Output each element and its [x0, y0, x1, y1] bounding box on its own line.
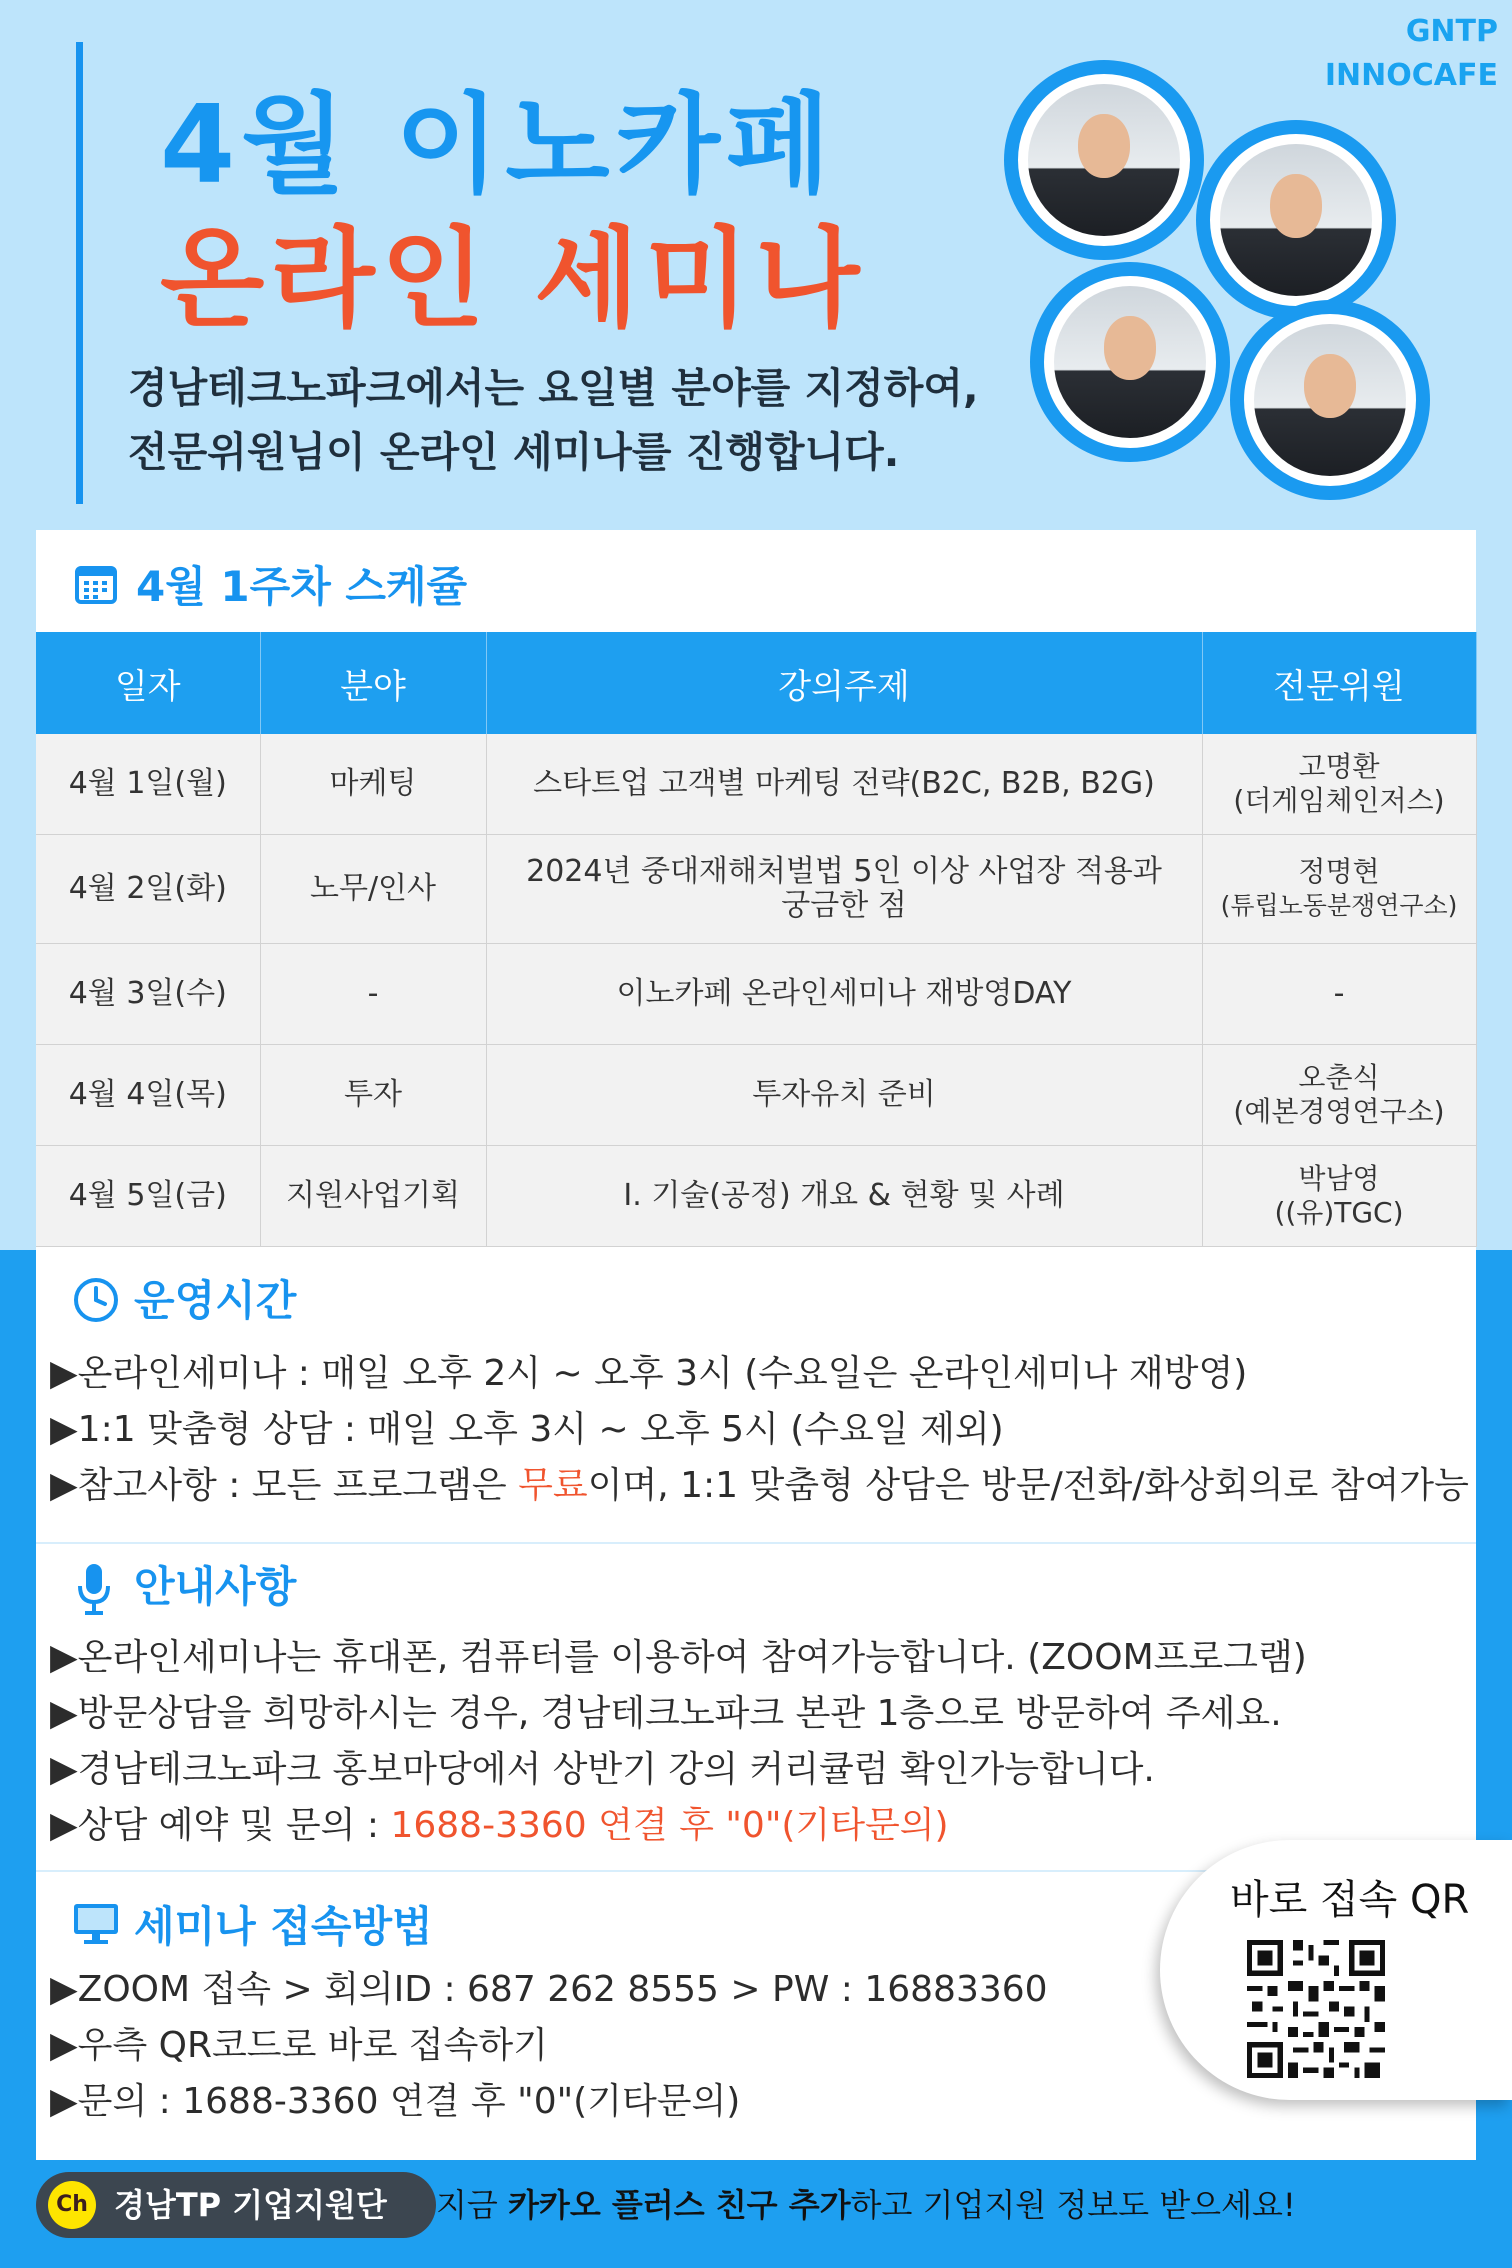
page-title-line1: 4월 이노카페 [160, 83, 837, 208]
schedule-heading [74, 554, 467, 614]
expert-name: 정명현 [1298, 855, 1380, 888]
list-item: ▶1:1 맞춤형 상담 : 매일 오후 3시 ~ 오후 5시 (수요일 제외) [50, 1409, 1004, 1450]
topic-line: 2024년 중대재해처벌법 5인 이상 사업장 적용과 [526, 854, 1162, 889]
kakao-channel-icon: Ch [48, 2181, 96, 2229]
list-item: ▶방문상담을 희망하시는 경우, 경남테크노파크 본관 1층으로 방문하여 주세요. [50, 1693, 1282, 1734]
intro-line2: 전문위원님이 온라인 세미나를 진행합니다. [128, 428, 900, 476]
access-list [50, 1962, 1048, 2130]
footer-message-pre: 지금 [436, 2186, 508, 2224]
schedule-heading-text: 4월 1주차 스케쥴 [136, 562, 468, 611]
intro-text [128, 356, 979, 484]
microphone-icon [72, 1562, 116, 1606]
footer-message-post: 하고 기업지원 정보도 받으세요! [850, 2186, 1296, 2224]
cell-expert [1202, 1146, 1476, 1247]
section-divider [36, 1542, 1476, 1544]
access-heading-text: 세미나 접속방법 [134, 1902, 433, 1951]
cell-date: 4월 3일(수) [36, 944, 260, 1045]
expert-org: (튜립노동분쟁연구소) [1220, 891, 1458, 920]
cell-field: - [260, 944, 486, 1045]
topic-line: 스타트업 고객별 마케팅 전략(B2C, B2B, B2G) [533, 766, 1155, 801]
cell-topic [486, 835, 1202, 944]
list-item: ▶우측 QR코드로 바로 접속하기 [50, 2025, 548, 2066]
cell-topic [486, 944, 1202, 1045]
list-item: ▶온라인세미나는 휴대폰, 컴퓨터를 이용하여 참여가능합니다. (ZOOM프로그램) [50, 1637, 1307, 1678]
topic-line: Ⅰ. 기술(공정) 개요 & 현황 및 사례 [623, 1178, 1065, 1213]
list-item-text: ▶상담 예약 및 문의 : [50, 1805, 391, 1846]
expert-name: 박남영 [1298, 1162, 1380, 1195]
column-header-field: 분야 [260, 632, 486, 734]
table-header-row [36, 632, 1476, 734]
expert-portrait-2 [1196, 120, 1396, 320]
topic-line: 이노카페 온라인세미나 재방영DAY [616, 976, 1072, 1011]
footer-message [436, 2172, 1296, 2238]
list-item: ▶온라인세미나 : 매일 오후 2시 ~ 오후 3시 (수요일은 온라인세미나 재방영) [50, 1353, 1248, 1394]
column-header-topic: 강의주제 [486, 632, 1202, 734]
contact-highlight: 1688-3360 연결 후 "0"(기타문의) [390, 1805, 949, 1846]
topic-line: 투자유치 준비 [752, 1077, 936, 1112]
qr-label: 바로 접속 QR [1230, 1877, 1470, 1923]
cell-topic [486, 1045, 1202, 1146]
operation-heading-text: 운영시간 [134, 1276, 297, 1325]
cell-field: 투자 [260, 1045, 486, 1146]
notice-list [50, 1630, 1307, 1854]
cell-expert [1202, 1045, 1476, 1146]
list-item: ▶경남테크노파크 홍보마당에서 상반기 강의 커리큘럼 확인가능합니다. [50, 1749, 1155, 1790]
cell-expert [1202, 944, 1476, 1045]
list-item: ▶문의 : 1688-3360 연결 후 "0"(기타문의) [50, 2081, 741, 2122]
column-header-date: 일자 [36, 632, 260, 734]
expert-portrait-4 [1230, 300, 1430, 500]
notice-heading-text: 안내사항 [134, 1562, 297, 1611]
cell-expert [1202, 734, 1476, 835]
footer-banner [36, 2172, 1476, 2238]
table-row [36, 734, 1476, 835]
calendar-icon [74, 562, 118, 606]
cell-date: 4월 2일(화) [36, 835, 260, 944]
cell-topic [486, 734, 1202, 835]
table-row [36, 1045, 1476, 1146]
expert-name: 고명환 [1298, 750, 1380, 783]
cell-topic [486, 1146, 1202, 1247]
notice-heading [72, 1554, 296, 1614]
list-item-text: ▶참고사항 : 모든 프로그램은 [50, 1465, 519, 1506]
table-row [36, 835, 1476, 944]
list-item-text: 이며, 1:1 맞춤형 상담은 방문/전화/화상회의로 참여가능 [587, 1465, 1469, 1506]
expert-org: ((유)TGC) [1274, 1196, 1404, 1229]
table-row [36, 1146, 1476, 1247]
cell-field: 지원사업기획 [260, 1146, 486, 1247]
brand-mark [1325, 10, 1498, 98]
kakao-channel-name: 경남TP 기업지원단 [114, 2186, 387, 2224]
expert-org: (예본경영연구소) [1233, 1095, 1445, 1128]
brand-line2: INNOCAFE [1324, 58, 1498, 93]
intro-line1: 경남테크노파크에서는 요일별 분야를 지정하여, [128, 364, 979, 412]
expert-name: - [1333, 976, 1345, 1011]
column-header-expert: 전문위원 [1202, 632, 1476, 734]
list-item: ▶ZOOM 접속 > 회의ID : 687 262 8555 > PW : 16883360 [50, 1969, 1048, 2010]
qr-code-icon[interactable] [1242, 1935, 1390, 2083]
table-row [36, 944, 1476, 1045]
monitor-icon [72, 1902, 116, 1946]
cell-field: 마케팅 [260, 734, 486, 835]
list-item [50, 1458, 1469, 1514]
kakao-channel-badge[interactable] [36, 2172, 436, 2238]
title-accent-bar [76, 42, 83, 504]
list-item [50, 1798, 1307, 1854]
operation-heading [72, 1268, 296, 1328]
schedule-table [36, 632, 1477, 1247]
cell-date: 4월 4일(목) [36, 1045, 260, 1146]
brand-line1: GNTP [1405, 14, 1498, 49]
operation-list [50, 1346, 1469, 1514]
free-highlight: 무료 [518, 1465, 588, 1506]
qr-card [1160, 1840, 1512, 2100]
clock-icon [72, 1276, 116, 1320]
page-title-line2: 온라인 세미나 [160, 217, 866, 342]
cell-expert [1202, 835, 1476, 944]
expert-portrait-1 [1004, 60, 1204, 260]
cell-date: 4월 5일(금) [36, 1146, 260, 1247]
cell-field: 노무/인사 [260, 835, 486, 944]
expert-org: (더게임체인저스) [1233, 784, 1445, 817]
footer-message-bold: 카카오 플러스 친구 추가 [508, 2186, 851, 2224]
cell-date: 4월 1일(월) [36, 734, 260, 835]
expert-portrait-3 [1030, 262, 1230, 462]
expert-name: 오춘식 [1298, 1061, 1380, 1094]
topic-line-2: 궁금한 점 [781, 888, 907, 923]
access-heading [72, 1894, 433, 1954]
